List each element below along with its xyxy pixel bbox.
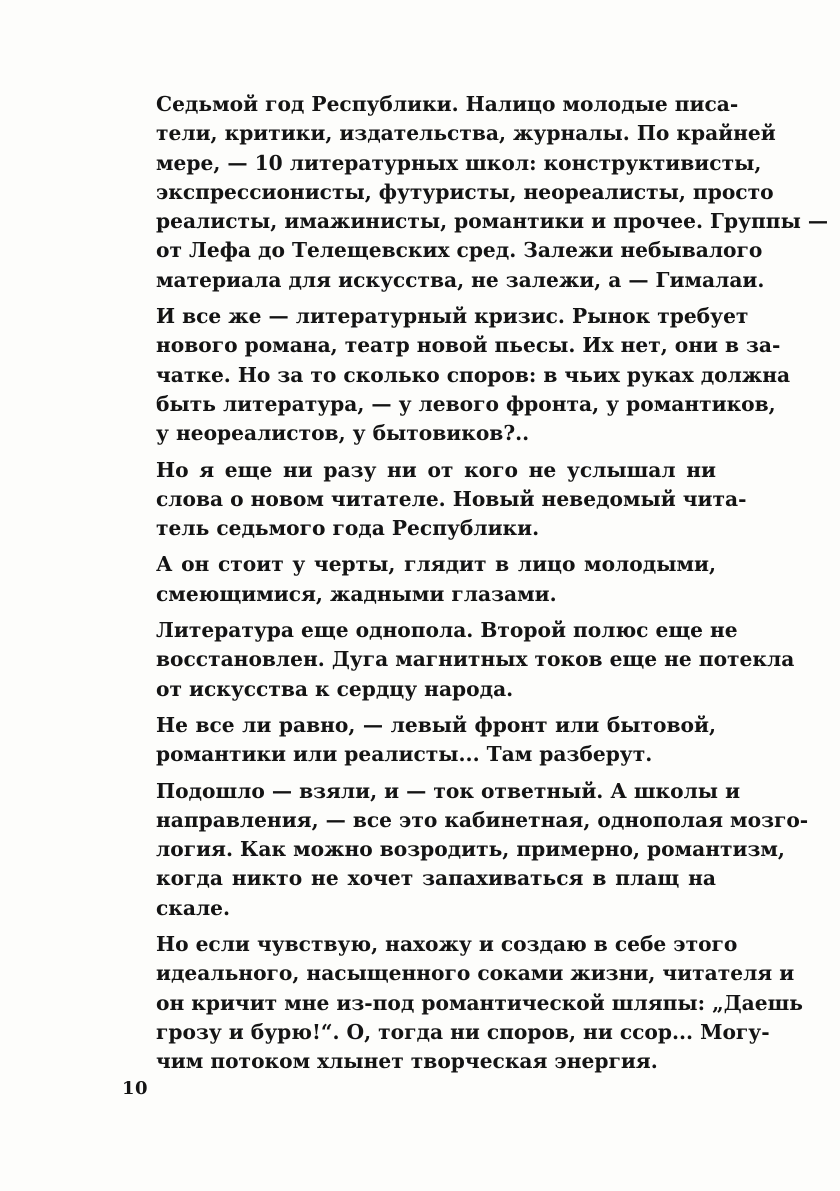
text-line: нового романа, театр новой пьесы. Их нет, они в за- xyxy=(156,333,781,358)
text-line: А он стоит у черты, глядит в лицо молодыми, xyxy=(156,552,716,577)
text-line: Литература еще однопола. Второй полюс еще не xyxy=(156,618,738,643)
text-line: когда никто не хочет запахиваться в плащ на xyxy=(156,866,716,891)
text-line: Но если чувствую, нахожу и создаю в себе этого xyxy=(156,932,738,957)
text-line: слова о новом читателе. Новый неведомый чита- xyxy=(156,486,747,511)
text-line: логия. Как можно возродить, примерно, романтизм, xyxy=(156,837,785,862)
paragraph-2 xyxy=(116,302,791,448)
text-line: романтики или реалисты... Там разберут. xyxy=(156,742,653,767)
paragraph-6 xyxy=(116,711,716,770)
text-line: чатке. Но за то сколько споров: в чьих руках должна xyxy=(156,362,791,387)
text-line: мере, — 10 литературных школ: конструктивисты, xyxy=(156,150,762,175)
text-line: тели, критики, издательства, журналы. По крайней xyxy=(156,121,776,146)
text-line: чим потоком хлынет творческая энергия. xyxy=(156,1049,658,1074)
text-line: Но я еще ни разу ни от кого не услышал ни xyxy=(156,457,716,482)
text-line: реалисты, имажинисты, романтики и прочее. Группы — xyxy=(156,209,829,234)
paragraph-7 xyxy=(116,777,809,923)
text-line: от искусства к сердцу народа. xyxy=(156,676,514,701)
text-line: скале. xyxy=(156,895,231,920)
text-line: материала для искусства, не залежи, а — Гималаи. xyxy=(156,267,765,292)
text-line: восстановлен. Дуга магнитных токов еще не потекла xyxy=(156,647,795,672)
text-line: экспрессионисты, футуристы, неореалисты, просто xyxy=(156,179,774,204)
paragraph-8 xyxy=(116,930,803,1076)
text-line: Не все ли равно, — левый фронт или бытовой, xyxy=(156,712,716,737)
text-line: идеального, насыщенного соками жизни, читателя и xyxy=(156,961,795,986)
paragraph-5 xyxy=(116,616,795,704)
text-line: быть литература, — у левого фронта, у романтиков, xyxy=(156,391,776,416)
text-line: грозу и бурю!“. О, тогда ни споров, ни ссор... Могу- xyxy=(156,1019,770,1044)
text-line: Подошло — взяли, и — ток ответный. А школы и xyxy=(156,778,741,803)
text-line: у неореалистов, у бытовиков?.. xyxy=(156,421,530,446)
paragraph-3 xyxy=(116,456,747,544)
paragraph-4 xyxy=(116,550,716,609)
text-line: тель седьмого года Республики. xyxy=(156,516,540,541)
body-text xyxy=(116,90,829,1077)
text-line: направления, — все это кабинетная, однополая мозго- xyxy=(156,807,809,832)
text-line: он кричит мне из-под романтической шляпы: „Даешь xyxy=(156,990,803,1015)
text-line: И все же — литературный кризис. Рынок требует xyxy=(156,304,749,329)
text-line: смеющимися, жадными глазами. xyxy=(156,581,557,606)
paragraph-1 xyxy=(116,90,829,295)
page-number: 10 xyxy=(122,1078,149,1099)
text-line: Седьмой год Республики. Налицо молодые писа- xyxy=(156,92,739,116)
text-line: от Лефа до Телещевских сред. Залежи небывалого xyxy=(156,238,763,263)
